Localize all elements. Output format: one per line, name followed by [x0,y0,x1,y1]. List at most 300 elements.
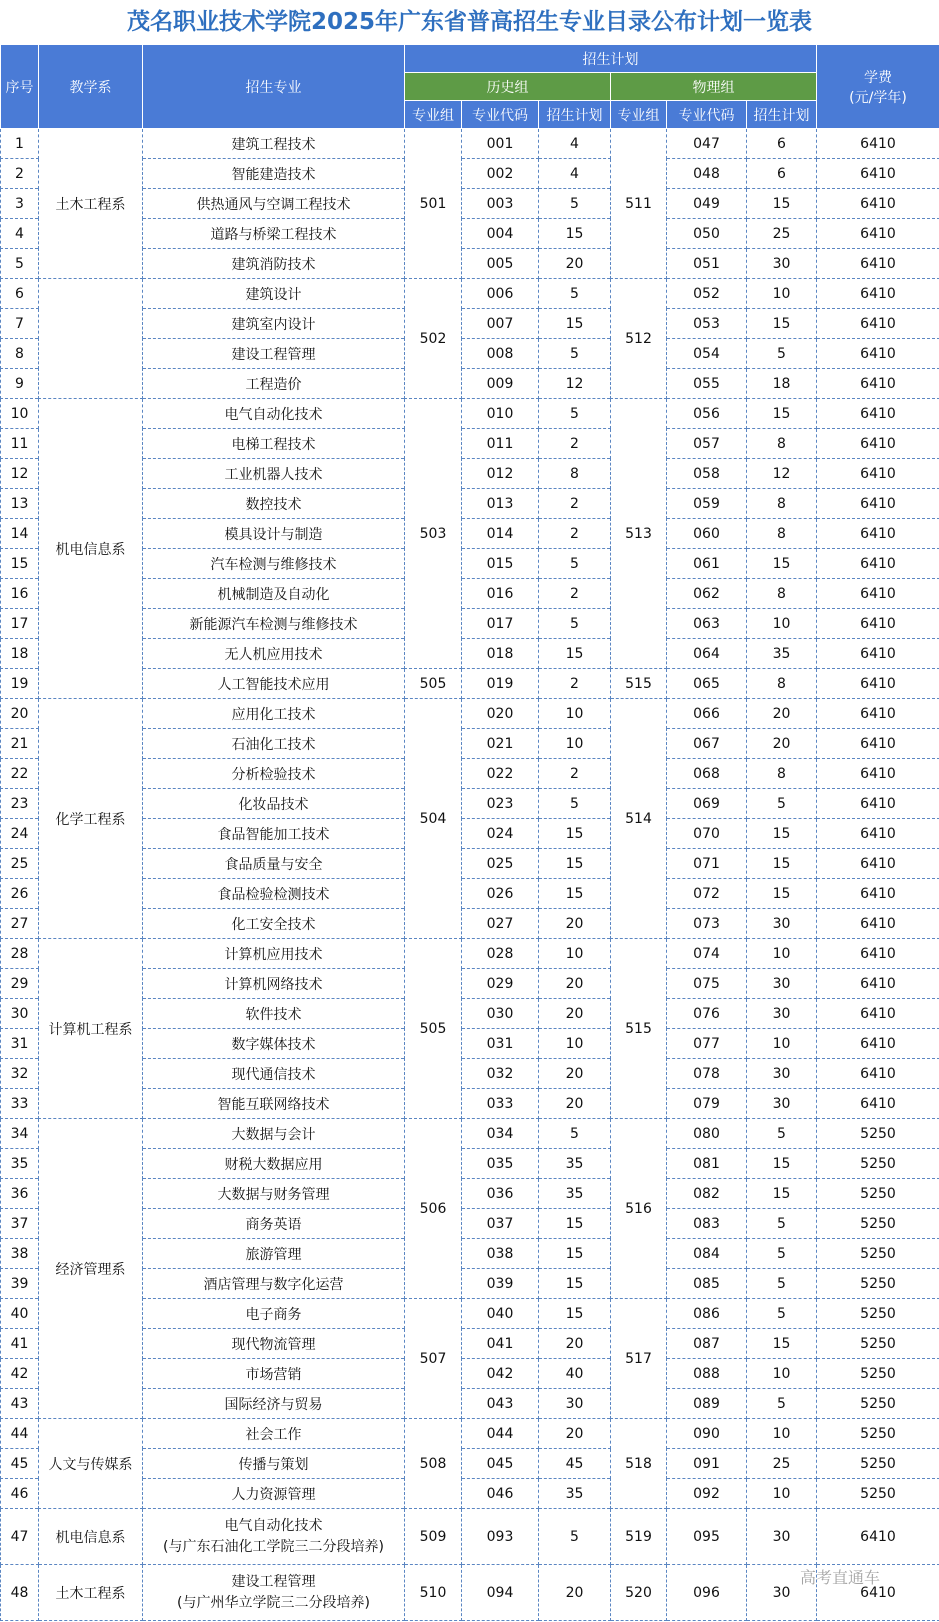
history-quota-cell: 15 [539,819,611,849]
history-quota-cell: 15 [539,639,611,669]
major-cell: 社会工作 [143,1419,405,1449]
history-quota-cell: 20 [539,1419,611,1449]
history-quota-cell: 2 [539,429,611,459]
physics-code-cell: 049 [667,189,747,219]
fee-cell: 6410 [817,1029,939,1059]
physics-quota-cell: 15 [747,309,817,339]
physics-quota-cell: 15 [747,1329,817,1359]
fee-cell: 5250 [817,1269,939,1299]
dept-cell: 化学工程系 [39,699,143,939]
history-quota-cell: 4 [539,159,611,189]
seq-cell: 27 [1,909,39,939]
history-quota-cell: 5 [539,609,611,639]
physics-quota-cell: 10 [747,279,817,309]
header-history-quota: 招生计划 [539,101,611,129]
history-quota-cell: 10 [539,729,611,759]
physics-group-cell: 518 [611,1419,667,1509]
history-code-cell: 034 [462,1119,539,1149]
fee-cell: 6410 [817,579,939,609]
physics-quota-cell: 5 [747,1299,817,1329]
major-cell: 工程造价 [143,369,405,399]
seq-cell: 42 [1,1359,39,1389]
history-quota-cell: 20 [539,909,611,939]
major-cell: 智能建造技术 [143,159,405,189]
history-code-cell: 039 [462,1269,539,1299]
seq-cell: 10 [1,399,39,429]
physics-quota-cell: 6 [747,129,817,159]
history-code-cell: 004 [462,219,539,249]
major-cell: 智能互联网络技术 [143,1089,405,1119]
seq-cell: 20 [1,699,39,729]
physics-quota-cell: 30 [747,909,817,939]
major-cell: 现代物流管理 [143,1329,405,1359]
fee-cell: 6410 [817,789,939,819]
history-group-cell: 507 [405,1299,462,1419]
fee-cell: 6410 [817,369,939,399]
physics-code-cell: 048 [667,159,747,189]
fee-cell: 6410 [817,729,939,759]
physics-group-cell: 517 [611,1299,667,1419]
major-cell: 建筑消防技术 [143,249,405,279]
dept-cell: 人文与传媒系 [39,1419,143,1509]
fee-cell: 6410 [817,759,939,789]
physics-code-cell: 090 [667,1419,747,1449]
major-cell: 石油化工技术 [143,729,405,759]
physics-quota-cell: 25 [747,1449,817,1479]
history-group-cell: 510 [405,1565,462,1621]
major-cell: 电气自动化技术 [143,399,405,429]
seq-cell: 26 [1,879,39,909]
fee-cell: 6410 [817,1089,939,1119]
seq-cell: 37 [1,1209,39,1239]
physics-code-cell: 059 [667,489,747,519]
table-row [1,129,939,159]
fee-cell: 6410 [817,999,939,1029]
seq-cell: 36 [1,1179,39,1209]
physics-code-cell: 069 [667,789,747,819]
physics-group-cell: 515 [611,939,667,1119]
major-cell [143,1565,405,1621]
fee-cell: 6410 [817,969,939,999]
physics-code-cell: 064 [667,639,747,669]
physics-code-cell: 095 [667,1509,747,1565]
major-cell: 财税大数据应用 [143,1149,405,1179]
table-row [1,1509,939,1565]
seq-cell: 14 [1,519,39,549]
header-history-code: 专业代码 [462,101,539,129]
physics-quota-cell: 15 [747,189,817,219]
history-code-cell: 031 [462,1029,539,1059]
physics-quota-cell: 15 [747,399,817,429]
seq-cell: 38 [1,1239,39,1269]
fee-cell: 6410 [817,609,939,639]
history-group-cell: 501 [405,129,462,279]
history-group-cell: 508 [405,1419,462,1509]
history-code-cell: 010 [462,399,539,429]
physics-code-cell: 053 [667,309,747,339]
fee-cell: 6410 [817,1059,939,1089]
header-fee [817,45,939,129]
physics-code-cell: 085 [667,1269,747,1299]
fee-cell: 6410 [817,159,939,189]
history-group-cell: 503 [405,399,462,669]
major-cell: 机械制造及自动化 [143,579,405,609]
physics-quota-cell: 10 [747,1479,817,1509]
physics-code-cell: 076 [667,999,747,1029]
table-row [1,1419,939,1449]
fee-cell: 6410 [817,939,939,969]
seq-cell: 24 [1,819,39,849]
physics-quota-cell: 10 [747,609,817,639]
seq-cell: 25 [1,849,39,879]
seq-cell: 29 [1,969,39,999]
major-cell: 市场营销 [143,1359,405,1389]
seq-cell: 2 [1,159,39,189]
fee-cell: 6410 [817,189,939,219]
seq-cell: 9 [1,369,39,399]
seq-cell: 16 [1,579,39,609]
history-code-cell: 046 [462,1479,539,1509]
history-code-cell: 019 [462,669,539,699]
fee-cell: 5250 [817,1329,939,1359]
major-cell: 数控技术 [143,489,405,519]
major-cell: 大数据与财务管理 [143,1179,405,1209]
history-group-cell: 502 [405,279,462,399]
seq-cell: 46 [1,1479,39,1509]
history-code-cell: 022 [462,759,539,789]
major-name: 建设工程管理 [231,1573,316,1590]
history-quota-cell: 10 [539,1029,611,1059]
history-code-cell: 001 [462,129,539,159]
major-cell: 酒店管理与数字化运营 [143,1269,405,1299]
history-code-cell: 040 [462,1299,539,1329]
physics-quota-cell: 6 [747,159,817,189]
major-cell: 新能源汽车检测与维修技术 [143,609,405,639]
physics-quota-cell: 30 [747,1059,817,1089]
history-group-cell: 505 [405,669,462,699]
history-quota-cell: 40 [539,1359,611,1389]
fee-cell: 6410 [817,639,939,669]
physics-group-cell: 514 [611,699,667,939]
physics-quota-cell: 15 [747,1179,817,1209]
fee-cell: 6410 [817,249,939,279]
history-code-cell: 005 [462,249,539,279]
major-cell: 数字媒体技术 [143,1029,405,1059]
table-row [1,399,939,429]
header-seq: 序号 [1,45,39,129]
fee-cell: 5250 [817,1149,939,1179]
physics-code-cell: 083 [667,1209,747,1239]
history-quota-cell: 15 [539,1209,611,1239]
history-quota-cell: 4 [539,129,611,159]
fee-cell: 5250 [817,1239,939,1269]
table-row [1,939,939,969]
history-quota-cell: 8 [539,459,611,489]
fee-cell: 6410 [817,219,939,249]
seq-cell: 41 [1,1329,39,1359]
seq-cell: 47 [1,1509,39,1565]
fee-cell: 6410 [817,549,939,579]
history-code-cell: 038 [462,1239,539,1269]
dept-cell: 经济管理系 [39,1119,143,1419]
seq-cell: 35 [1,1149,39,1179]
physics-quota-cell: 20 [747,729,817,759]
physics-group-cell: 519 [611,1509,667,1565]
table-body [1,129,939,1621]
header-history: 历史组 [405,73,611,101]
history-quota-cell: 20 [539,1059,611,1089]
physics-code-cell: 047 [667,129,747,159]
major-cell: 计算机应用技术 [143,939,405,969]
seq-cell: 17 [1,609,39,639]
history-code-cell: 006 [462,279,539,309]
history-quota-cell: 2 [539,519,611,549]
seq-cell: 15 [1,549,39,579]
fee-cell: 6410 [817,849,939,879]
physics-quota-cell: 30 [747,1565,817,1621]
seq-cell: 45 [1,1449,39,1479]
fee-cell: 5250 [817,1299,939,1329]
physics-quota-cell: 8 [747,579,817,609]
physics-code-cell: 063 [667,609,747,639]
history-quota-cell: 20 [539,969,611,999]
fee-cell: 6410 [817,399,939,429]
history-quota-cell: 5 [539,1509,611,1565]
physics-quota-cell: 10 [747,1029,817,1059]
enrollment-table [0,44,939,1621]
physics-group-cell: 516 [611,1119,667,1299]
major-cell: 计算机网络技术 [143,969,405,999]
history-quota-cell: 15 [539,309,611,339]
history-code-cell: 042 [462,1359,539,1389]
header-physics-group: 专业组 [611,101,667,129]
physics-code-cell: 079 [667,1089,747,1119]
physics-quota-cell: 8 [747,519,817,549]
physics-code-cell: 055 [667,369,747,399]
physics-code-cell: 074 [667,939,747,969]
physics-quota-cell: 15 [747,819,817,849]
physics-group-cell: 520 [611,1565,667,1621]
header-fee-unit: (元/学年) [849,89,907,106]
history-quota-cell: 15 [539,1299,611,1329]
major-cell: 道路与桥梁工程技术 [143,219,405,249]
fee-cell: 6410 [817,339,939,369]
dept-cell: 土木工程系 [39,129,143,279]
physics-quota-cell: 8 [747,669,817,699]
physics-code-cell: 072 [667,879,747,909]
history-code-cell: 023 [462,789,539,819]
major-cell: 传播与策划 [143,1449,405,1479]
physics-quota-cell: 35 [747,639,817,669]
physics-code-cell: 088 [667,1359,747,1389]
physics-code-cell: 089 [667,1389,747,1419]
physics-quota-cell: 8 [747,759,817,789]
fee-cell: 5250 [817,1359,939,1389]
physics-quota-cell: 15 [747,849,817,879]
fee-cell: 6410 [817,519,939,549]
physics-code-cell: 084 [667,1239,747,1269]
physics-code-cell: 070 [667,819,747,849]
seq-cell: 7 [1,309,39,339]
physics-quota-cell: 30 [747,969,817,999]
physics-quota-cell: 8 [747,429,817,459]
major-cell: 软件技术 [143,999,405,1029]
physics-code-cell: 080 [667,1119,747,1149]
seq-cell: 19 [1,669,39,699]
header-dept: 教学系 [39,45,143,129]
history-code-cell: 094 [462,1565,539,1621]
table-row [1,279,939,309]
history-code-cell: 029 [462,969,539,999]
major-cell: 旅游管理 [143,1239,405,1269]
dept-cell [39,279,143,399]
history-code-cell: 007 [462,309,539,339]
physics-code-cell: 062 [667,579,747,609]
history-code-cell: 025 [462,849,539,879]
physics-quota-cell: 5 [747,1269,817,1299]
major-cell: 建筑室内设计 [143,309,405,339]
fee-cell: 6410 [817,669,939,699]
major-cell: 食品质量与安全 [143,849,405,879]
major-cell: 工业机器人技术 [143,459,405,489]
header-physics-quota: 招生计划 [747,101,817,129]
seq-cell: 43 [1,1389,39,1419]
physics-group-cell: 513 [611,399,667,669]
seq-cell: 12 [1,459,39,489]
seq-cell: 1 [1,129,39,159]
physics-quota-cell: 15 [747,879,817,909]
history-quota-cell: 15 [539,879,611,909]
history-quota-cell: 20 [539,1329,611,1359]
physics-quota-cell: 5 [747,339,817,369]
physics-quota-cell: 18 [747,369,817,399]
fee-cell: 6410 [817,879,939,909]
history-code-cell: 033 [462,1089,539,1119]
history-code-cell: 021 [462,729,539,759]
physics-code-cell: 092 [667,1479,747,1509]
physics-quota-cell: 5 [747,1239,817,1269]
history-code-cell: 041 [462,1329,539,1359]
major-cell: 商务英语 [143,1209,405,1239]
seq-cell: 48 [1,1565,39,1621]
history-code-cell: 036 [462,1179,539,1209]
history-quota-cell: 5 [539,1119,611,1149]
seq-cell: 4 [1,219,39,249]
physics-code-cell: 067 [667,729,747,759]
history-code-cell: 003 [462,189,539,219]
physics-quota-cell: 20 [747,699,817,729]
dept-cell: 计算机工程系 [39,939,143,1119]
physics-group-cell: 511 [611,129,667,279]
history-code-cell: 037 [462,1209,539,1239]
major-name: 电气自动化技术 [224,1517,323,1534]
history-quota-cell: 5 [539,399,611,429]
physics-code-cell: 051 [667,249,747,279]
fee-cell: 6410 [817,1509,939,1565]
major-cell: 大数据与会计 [143,1119,405,1149]
history-quota-cell: 2 [539,759,611,789]
fee-cell: 6410 [817,819,939,849]
fee-cell: 6410 [817,429,939,459]
history-quota-cell: 15 [539,849,611,879]
table-row [1,1565,939,1621]
physics-code-cell: 058 [667,459,747,489]
history-code-cell: 035 [462,1149,539,1179]
major-cell: 电子商务 [143,1299,405,1329]
major-cell: 国际经济与贸易 [143,1389,405,1419]
seq-cell: 31 [1,1029,39,1059]
history-code-cell: 013 [462,489,539,519]
physics-quota-cell: 30 [747,999,817,1029]
physics-code-cell: 078 [667,1059,747,1089]
physics-code-cell: 086 [667,1299,747,1329]
history-code-cell: 009 [462,369,539,399]
history-code-cell: 027 [462,909,539,939]
seq-cell: 40 [1,1299,39,1329]
history-quota-cell: 15 [539,1269,611,1299]
history-code-cell: 016 [462,579,539,609]
major-note: (与广州华立学院三二分段培养) [177,1594,370,1611]
history-quota-cell: 20 [539,249,611,279]
fee-cell: 6410 [817,489,939,519]
seq-cell: 39 [1,1269,39,1299]
physics-code-cell: 066 [667,699,747,729]
history-code-cell: 093 [462,1509,539,1565]
physics-quota-cell: 30 [747,1509,817,1565]
major-cell: 应用化工技术 [143,699,405,729]
physics-code-cell: 061 [667,549,747,579]
physics-quota-cell: 5 [747,1119,817,1149]
history-code-cell: 030 [462,999,539,1029]
seq-cell: 5 [1,249,39,279]
seq-cell: 6 [1,279,39,309]
major-cell: 建筑设计 [143,279,405,309]
history-quota-cell: 5 [539,789,611,819]
history-quota-cell: 5 [539,189,611,219]
physics-quota-cell: 25 [747,219,817,249]
physics-group-cell: 515 [611,669,667,699]
major-cell: 无人机应用技术 [143,639,405,669]
fee-cell: 6410 [817,1565,939,1621]
physics-code-cell: 065 [667,669,747,699]
physics-quota-cell: 15 [747,1149,817,1179]
physics-quota-cell: 10 [747,939,817,969]
physics-code-cell: 056 [667,399,747,429]
history-quota-cell: 20 [539,999,611,1029]
physics-quota-cell: 5 [747,1209,817,1239]
history-code-cell: 043 [462,1389,539,1419]
history-quota-cell: 2 [539,489,611,519]
fee-cell: 6410 [817,909,939,939]
major-cell: 供热通风与空调工程技术 [143,189,405,219]
fee-cell: 6410 [817,459,939,489]
physics-quota-cell: 5 [747,789,817,819]
major-cell: 化工安全技术 [143,909,405,939]
physics-code-cell: 057 [667,429,747,459]
header-fee-label: 学费 [864,69,892,86]
seq-cell: 30 [1,999,39,1029]
history-group-cell: 509 [405,1509,462,1565]
history-code-cell: 028 [462,939,539,969]
physics-code-cell: 087 [667,1329,747,1359]
history-code-cell: 015 [462,549,539,579]
seq-cell: 32 [1,1059,39,1089]
history-quota-cell: 15 [539,1239,611,1269]
table-row [1,1119,939,1149]
history-code-cell: 012 [462,459,539,489]
watermark: 高考直通车 [800,1568,881,1587]
physics-quota-cell: 10 [747,1419,817,1449]
